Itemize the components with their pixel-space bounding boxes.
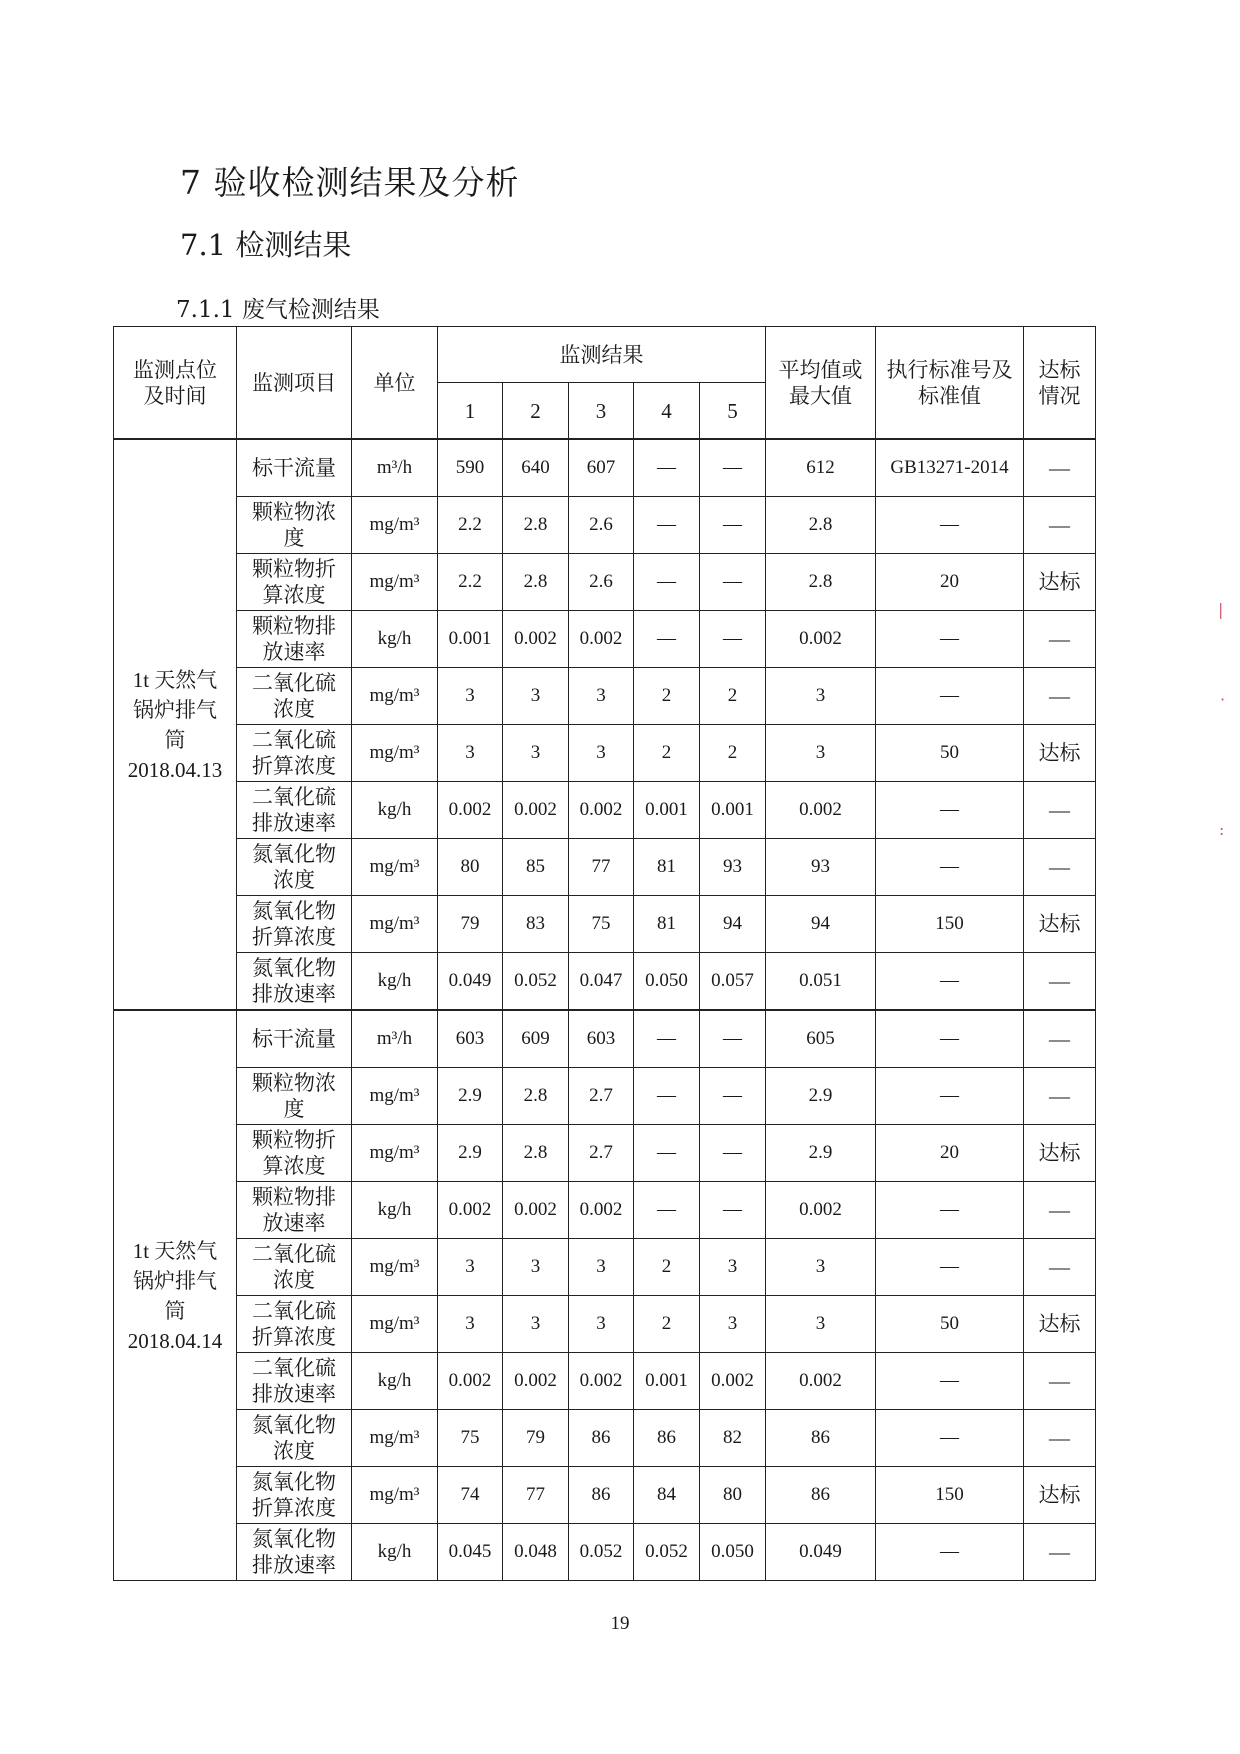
stamp-fragment: · xyxy=(1220,690,1226,709)
item-cell: 标干流量 xyxy=(237,1010,352,1068)
value-cell: 0.049 xyxy=(438,953,503,1011)
value-cell: 0.002 xyxy=(438,782,503,839)
value-cell: 603 xyxy=(438,1010,503,1068)
value-cell: 2.2 xyxy=(438,554,503,611)
item-cell: 颗粒物折算浓度 xyxy=(237,1125,352,1182)
table-row xyxy=(114,725,1096,782)
value-cell: 2.8 xyxy=(503,1068,569,1125)
value-cell: — xyxy=(634,439,700,497)
value-cell: 3 xyxy=(503,668,569,725)
value-cell: 0.052 xyxy=(503,953,569,1011)
value-cell: 0.002 xyxy=(503,1182,569,1239)
table-row xyxy=(114,953,1096,1011)
table-row xyxy=(114,839,1096,896)
avg-cell: 2.9 xyxy=(766,1125,876,1182)
value-cell: 3 xyxy=(503,1239,569,1296)
value-cell: 2 xyxy=(634,668,700,725)
table-row xyxy=(114,611,1096,668)
value-cell: 94 xyxy=(700,896,766,953)
unit-cell: kg/h xyxy=(352,782,438,839)
value-cell: 75 xyxy=(569,896,634,953)
avg-cell: 0.051 xyxy=(766,953,876,1011)
item-cell: 氮氧化物折算浓度 xyxy=(237,1467,352,1524)
compliance-cell: — xyxy=(1024,1524,1096,1581)
standard-cell: 150 xyxy=(876,896,1024,953)
avg-cell: 0.002 xyxy=(766,611,876,668)
value-cell: 3 xyxy=(438,1296,503,1353)
table-row xyxy=(114,1010,1096,1068)
value-cell: 2.8 xyxy=(503,497,569,554)
unit-cell: kg/h xyxy=(352,1524,438,1581)
value-cell: 0.052 xyxy=(634,1524,700,1581)
value-cell: 3 xyxy=(438,668,503,725)
item-cell: 标干流量 xyxy=(237,439,352,497)
compliance-cell: — xyxy=(1024,668,1096,725)
standard-cell: GB13271-2014 xyxy=(876,439,1024,497)
value-cell: 81 xyxy=(634,896,700,953)
header-avg: 平均值或最大值 xyxy=(766,327,876,440)
value-cell: — xyxy=(634,1182,700,1239)
avg-cell: 2.8 xyxy=(766,497,876,554)
avg-cell: 86 xyxy=(766,1467,876,1524)
value-cell: — xyxy=(634,554,700,611)
avg-cell: 3 xyxy=(766,1296,876,1353)
header-n1: 1 xyxy=(438,383,503,440)
value-cell: 74 xyxy=(438,1467,503,1524)
value-cell: 2.9 xyxy=(438,1125,503,1182)
avg-cell: 3 xyxy=(766,1239,876,1296)
value-cell: 0.002 xyxy=(700,1353,766,1410)
header-item: 监测项目 xyxy=(237,327,352,440)
item-cell: 氮氧化物折算浓度 xyxy=(237,896,352,953)
item-cell: 二氧化硫折算浓度 xyxy=(237,1296,352,1353)
avg-cell: 2.8 xyxy=(766,554,876,611)
value-cell: — xyxy=(634,1125,700,1182)
value-cell: 93 xyxy=(700,839,766,896)
avg-cell: 0.002 xyxy=(766,782,876,839)
unit-cell: mg/m³ xyxy=(352,668,438,725)
avg-cell: 86 xyxy=(766,1410,876,1467)
item-cell: 二氧化硫浓度 xyxy=(237,668,352,725)
table-row xyxy=(114,1125,1096,1182)
value-cell: 0.057 xyxy=(700,953,766,1011)
value-cell: 3 xyxy=(569,668,634,725)
item-cell: 氮氧化物排放速率 xyxy=(237,953,352,1011)
value-cell: 0.001 xyxy=(634,1353,700,1410)
table-row xyxy=(114,668,1096,725)
value-cell: 2.7 xyxy=(569,1068,634,1125)
value-cell: 77 xyxy=(503,1467,569,1524)
compliance-cell: 达标 xyxy=(1024,1467,1096,1524)
value-cell: 83 xyxy=(503,896,569,953)
unit-cell: mg/m³ xyxy=(352,1410,438,1467)
value-cell: 3 xyxy=(503,725,569,782)
value-cell: 84 xyxy=(634,1467,700,1524)
value-cell: 2.2 xyxy=(438,497,503,554)
value-cell: 2.9 xyxy=(438,1068,503,1125)
avg-cell: 0.002 xyxy=(766,1182,876,1239)
table-row xyxy=(114,1182,1096,1239)
item-cell: 二氧化硫浓度 xyxy=(237,1239,352,1296)
value-cell: — xyxy=(634,497,700,554)
value-cell: 0.001 xyxy=(634,782,700,839)
unit-cell: mg/m³ xyxy=(352,1239,438,1296)
value-cell: 3 xyxy=(569,725,634,782)
standard-cell: — xyxy=(876,1410,1024,1467)
value-cell: 2.6 xyxy=(569,497,634,554)
unit-cell: mg/m³ xyxy=(352,554,438,611)
value-cell: 2 xyxy=(634,725,700,782)
standard-cell: 150 xyxy=(876,1467,1024,1524)
header-compliance: 达标情况 xyxy=(1024,327,1096,440)
value-cell: 86 xyxy=(634,1410,700,1467)
exhaust-gas-results-table xyxy=(113,326,1096,1581)
header-site: 监测点位及时间 xyxy=(114,327,237,440)
value-cell: 0.001 xyxy=(700,782,766,839)
value-cell: 81 xyxy=(634,839,700,896)
compliance-cell: 达标 xyxy=(1024,554,1096,611)
compliance-cell: — xyxy=(1024,782,1096,839)
value-cell: 86 xyxy=(569,1467,634,1524)
table-row xyxy=(114,896,1096,953)
value-cell: 0.047 xyxy=(569,953,634,1011)
value-cell: 0.002 xyxy=(569,611,634,668)
value-cell: 3 xyxy=(438,725,503,782)
standard-cell: — xyxy=(876,1068,1024,1125)
value-cell: — xyxy=(634,611,700,668)
value-cell: — xyxy=(700,439,766,497)
avg-cell: 0.002 xyxy=(766,1353,876,1410)
header-n5: 5 xyxy=(700,383,766,440)
value-cell: — xyxy=(700,1182,766,1239)
compliance-cell: 达标 xyxy=(1024,896,1096,953)
value-cell: 0.002 xyxy=(503,782,569,839)
item-cell: 二氧化硫排放速率 xyxy=(237,1353,352,1410)
unit-cell: kg/h xyxy=(352,1182,438,1239)
avg-cell: 2.9 xyxy=(766,1068,876,1125)
item-cell: 氮氧化物排放速率 xyxy=(237,1524,352,1581)
unit-cell: mg/m³ xyxy=(352,1296,438,1353)
compliance-cell: 达标 xyxy=(1024,1125,1096,1182)
value-cell: 2 xyxy=(700,725,766,782)
value-cell: 0.048 xyxy=(503,1524,569,1581)
value-cell: 0.002 xyxy=(438,1182,503,1239)
standard-cell: — xyxy=(876,782,1024,839)
table-row xyxy=(114,1296,1096,1353)
value-cell: 0.052 xyxy=(569,1524,634,1581)
table-row xyxy=(114,1239,1096,1296)
compliance-cell: — xyxy=(1024,1010,1096,1068)
subsection-heading: 7.1 检测结果 xyxy=(180,228,352,262)
value-cell: 2.6 xyxy=(569,554,634,611)
item-cell: 颗粒物折算浓度 xyxy=(237,554,352,611)
header-n2: 2 xyxy=(503,383,569,440)
header-standard: 执行标准号及标准值 xyxy=(876,327,1024,440)
value-cell: 77 xyxy=(569,839,634,896)
avg-cell: 3 xyxy=(766,725,876,782)
value-cell: 603 xyxy=(569,1010,634,1068)
value-cell: 0.002 xyxy=(569,1182,634,1239)
item-cell: 氮氧化物浓度 xyxy=(237,1410,352,1467)
standard-cell: — xyxy=(876,953,1024,1011)
value-cell: 640 xyxy=(503,439,569,497)
standard-cell: — xyxy=(876,1353,1024,1410)
value-cell: 75 xyxy=(438,1410,503,1467)
value-cell: 3 xyxy=(569,1239,634,1296)
compliance-cell: — xyxy=(1024,1182,1096,1239)
table-row xyxy=(114,782,1096,839)
value-cell: — xyxy=(700,1125,766,1182)
site-cell: 1t 天然气锅炉排气筒2018.04.13 xyxy=(114,439,237,1010)
compliance-cell: — xyxy=(1024,839,1096,896)
table-row xyxy=(114,1410,1096,1467)
unit-cell: mg/m³ xyxy=(352,497,438,554)
header-n4: 4 xyxy=(634,383,700,440)
table-row xyxy=(114,1524,1096,1581)
value-cell: 3 xyxy=(569,1296,634,1353)
value-cell: 3 xyxy=(438,1239,503,1296)
header-n3: 3 xyxy=(569,383,634,440)
value-cell: 0.050 xyxy=(700,1524,766,1581)
stamp-fragment: : xyxy=(1219,820,1225,839)
avg-cell: 3 xyxy=(766,668,876,725)
value-cell: 85 xyxy=(503,839,569,896)
value-cell: 82 xyxy=(700,1410,766,1467)
standard-cell: 50 xyxy=(876,1296,1024,1353)
compliance-cell: — xyxy=(1024,1353,1096,1410)
value-cell: 86 xyxy=(569,1410,634,1467)
value-cell: 0.002 xyxy=(569,1353,634,1410)
table-row xyxy=(114,1068,1096,1125)
value-cell: 79 xyxy=(503,1410,569,1467)
value-cell: 609 xyxy=(503,1010,569,1068)
standard-cell: 50 xyxy=(876,725,1024,782)
value-cell: — xyxy=(700,611,766,668)
unit-cell: m³/h xyxy=(352,439,438,497)
table-row xyxy=(114,554,1096,611)
value-cell: 0.002 xyxy=(438,1353,503,1410)
stamp-fragment: | xyxy=(1218,600,1224,619)
table-caption: 7.1.1 废气检测结果 xyxy=(176,297,380,323)
compliance-cell: — xyxy=(1024,1068,1096,1125)
table-row xyxy=(114,1353,1096,1410)
value-cell: 0.002 xyxy=(503,611,569,668)
value-cell: 0.045 xyxy=(438,1524,503,1581)
item-cell: 颗粒物浓度 xyxy=(237,1068,352,1125)
unit-cell: mg/m³ xyxy=(352,839,438,896)
standard-cell: 20 xyxy=(876,554,1024,611)
table-row xyxy=(114,439,1096,497)
compliance-cell: — xyxy=(1024,953,1096,1011)
table-row xyxy=(114,1467,1096,1524)
standard-cell: — xyxy=(876,497,1024,554)
compliance-cell: — xyxy=(1024,1410,1096,1467)
item-cell: 二氧化硫折算浓度 xyxy=(237,725,352,782)
value-cell: — xyxy=(700,554,766,611)
value-cell: 79 xyxy=(438,896,503,953)
value-cell: 0.050 xyxy=(634,953,700,1011)
item-cell: 颗粒物排放速率 xyxy=(237,611,352,668)
item-cell: 颗粒物浓度 xyxy=(237,497,352,554)
unit-cell: mg/m³ xyxy=(352,725,438,782)
page-number: 19 xyxy=(610,1613,630,1634)
value-cell: — xyxy=(634,1068,700,1125)
standard-cell: — xyxy=(876,1239,1024,1296)
unit-cell: m³/h xyxy=(352,1010,438,1068)
item-cell: 氮氧化物浓度 xyxy=(237,839,352,896)
unit-cell: mg/m³ xyxy=(352,1125,438,1182)
value-cell: 2 xyxy=(700,668,766,725)
value-cell: 3 xyxy=(700,1296,766,1353)
value-cell: 0.002 xyxy=(569,782,634,839)
header-unit: 单位 xyxy=(352,327,438,440)
value-cell: 80 xyxy=(700,1467,766,1524)
value-cell: 607 xyxy=(569,439,634,497)
value-cell: 590 xyxy=(438,439,503,497)
value-cell: — xyxy=(700,1010,766,1068)
standard-cell: — xyxy=(876,668,1024,725)
avg-cell: 612 xyxy=(766,439,876,497)
avg-cell: 93 xyxy=(766,839,876,896)
value-cell: 3 xyxy=(700,1239,766,1296)
standard-cell: — xyxy=(876,611,1024,668)
avg-cell: 605 xyxy=(766,1010,876,1068)
unit-cell: kg/h xyxy=(352,1353,438,1410)
compliance-cell: — xyxy=(1024,611,1096,668)
avg-cell: 0.049 xyxy=(766,1524,876,1581)
site-cell: 1t 天然气锅炉排气筒2018.04.14 xyxy=(114,1010,237,1581)
value-cell: 0.001 xyxy=(438,611,503,668)
standard-cell: 20 xyxy=(876,1125,1024,1182)
unit-cell: mg/m³ xyxy=(352,1467,438,1524)
unit-cell: kg/h xyxy=(352,611,438,668)
unit-cell: mg/m³ xyxy=(352,896,438,953)
header-results: 监测结果 xyxy=(438,327,766,383)
standard-cell: — xyxy=(876,839,1024,896)
standard-cell: — xyxy=(876,1182,1024,1239)
value-cell: 2 xyxy=(634,1239,700,1296)
table-row xyxy=(114,497,1096,554)
compliance-cell: — xyxy=(1024,1239,1096,1296)
value-cell: — xyxy=(700,1068,766,1125)
compliance-cell: 达标 xyxy=(1024,725,1096,782)
value-cell: 2 xyxy=(634,1296,700,1353)
unit-cell: mg/m³ xyxy=(352,1068,438,1125)
value-cell: 2.8 xyxy=(503,554,569,611)
value-cell: 0.002 xyxy=(503,1353,569,1410)
avg-cell: 94 xyxy=(766,896,876,953)
section-heading: 7 验收检测结果及分析 xyxy=(180,163,520,202)
value-cell: 3 xyxy=(503,1296,569,1353)
item-cell: 二氧化硫排放速率 xyxy=(237,782,352,839)
value-cell: — xyxy=(634,1010,700,1068)
value-cell: 80 xyxy=(438,839,503,896)
unit-cell: kg/h xyxy=(352,953,438,1011)
standard-cell: — xyxy=(876,1010,1024,1068)
standard-cell: — xyxy=(876,1524,1024,1581)
compliance-cell: — xyxy=(1024,497,1096,554)
compliance-cell: — xyxy=(1024,439,1096,497)
value-cell: — xyxy=(700,497,766,554)
value-cell: 2.7 xyxy=(569,1125,634,1182)
value-cell: 2.8 xyxy=(503,1125,569,1182)
compliance-cell: 达标 xyxy=(1024,1296,1096,1353)
item-cell: 颗粒物排放速率 xyxy=(237,1182,352,1239)
